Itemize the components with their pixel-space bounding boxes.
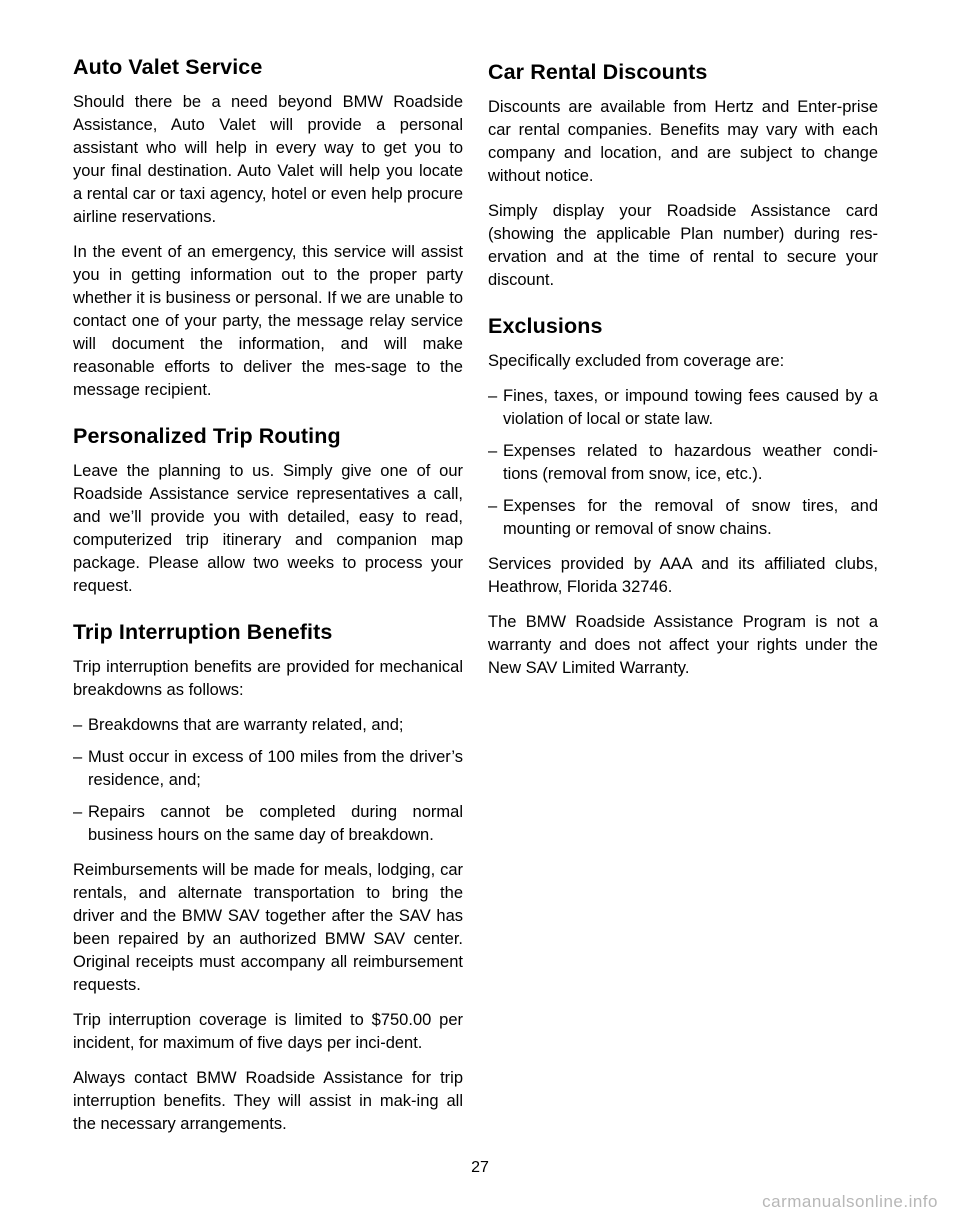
dash-marker: – — [488, 497, 498, 515]
dash-marker: – — [488, 442, 498, 460]
dash-marker: – — [73, 803, 83, 821]
heading-trip-routing: Personalized Trip Routing — [73, 424, 341, 448]
left-column — [73, 52, 463, 1155]
paragraph: Leave the planning to us. Simply give one of our Roadside Assistance service representatives a call, and we’ll provide you with detailed, easy to read, computerized trip itinerary and companion map package. Please allow two weeks to process your request. — [73, 462, 463, 595]
section-trip-routing — [73, 421, 463, 598]
list-item — [488, 495, 878, 541]
heading-exclusions: Exclusions — [488, 314, 603, 338]
section-car-rental — [488, 57, 878, 292]
paragraph: In the event of an emergency, this service will assist you in getting information out to the proper party whether it is business or personal. If we are unable to contact one of your party, the message relay service will document the information, and will make reasonable efforts to deliver the mes-sage to the message recipient. — [73, 243, 463, 399]
dash-marker: – — [73, 716, 83, 734]
heading-trip-interruption: Trip Interruption Benefits — [73, 620, 333, 644]
paragraph: Should there be a need beyond BMW Roadside Assistance, Auto Valet will provide a personal assistant who will help in every way to get you to your final destination. Auto Valet will help you locate a rental car or taxi agency, hotel or even help procure airline reservations. — [73, 93, 463, 226]
paragraph: Always contact BMW Roadside Assistance for trip interruption benefits. They will assist in mak-ing all the necessary arrangements. — [73, 1069, 463, 1133]
list-item — [488, 385, 878, 431]
list-item-text: Fines, taxes, or impound towing fees caused by a violation of local or state law. — [503, 387, 878, 428]
dash-list — [73, 714, 463, 847]
list-item-text: Must occur in excess of 100 miles from the driver’s residence, and; — [88, 748, 463, 789]
list-item-text: Repairs cannot be completed during normal business hours on the same day of breakdown. — [88, 803, 463, 844]
list-item — [73, 714, 463, 737]
paragraph: Trip interruption coverage is limited to $750.00 per incident, for maximum of five days per inci-dent. — [73, 1011, 463, 1052]
list-item — [73, 746, 463, 792]
paragraph: Trip interruption benefits are provided for mechanical breakdowns as follows: — [73, 658, 463, 699]
paragraph: Simply display your Roadside Assistance card (showing the applicable Plan number) during res-ervation and at the time of rental to secure your discount. — [488, 202, 878, 289]
list-item-text: Expenses related to hazardous weather condi-tions (removal from snow, ice, etc.). — [503, 442, 878, 483]
paragraph: Reimbursements will be made for meals, lodging, car rentals, and alternate transportation to bring the driver and the BMW SAV together after the SAV has been repaired by an authorized BMW SAV center. Original receipts must accompany all reimbursement requests. — [73, 861, 463, 994]
dash-marker: – — [488, 387, 498, 405]
paragraph: The BMW Roadside Assistance Program is not a warranty and does not affect your rights under the New SAV Limited Warranty. — [488, 613, 878, 677]
paragraph: Specifically excluded from coverage are: — [488, 352, 785, 370]
paragraph: Discounts are available from Hertz and Enter-prise car rental companies. Benefits may vary with each company and location, and are subject to change without notice. — [488, 98, 878, 185]
list-item — [488, 440, 878, 486]
dash-marker: – — [73, 748, 83, 766]
right-column — [488, 52, 878, 699]
heading-car-rental: Car Rental Discounts — [488, 60, 708, 84]
section-exclusions — [488, 311, 878, 680]
list-item — [73, 801, 463, 847]
paragraph: Services provided by AAA and its affiliated clubs, Heathrow, Florida 32746. — [488, 555, 878, 596]
heading-auto-valet: Auto Valet Service — [73, 55, 263, 79]
list-item-text: Breakdowns that are warranty related, and; — [88, 716, 404, 734]
list-item-text: Expenses for the removal of snow tires, and mounting or removal of snow chains. — [503, 497, 878, 538]
section-auto-valet — [73, 52, 463, 402]
dash-list — [488, 385, 878, 541]
section-trip-interruption — [73, 617, 463, 1136]
watermark: carmanualsonline.info — [762, 1192, 938, 1211]
page-number: 27 — [471, 1159, 489, 1176]
